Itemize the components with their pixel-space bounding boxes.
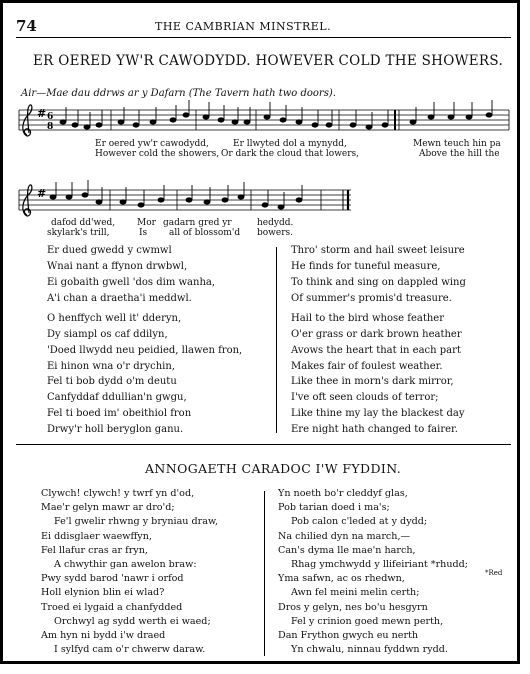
lyric-w2-c: gadarn gred yr [163,218,232,228]
verse-line: Fel llafur cras ar fryn, [41,544,148,556]
welsh-stanza-2 [47,311,242,375]
verse-line: Of summer's promis'd treasure. [291,293,452,304]
lyric-w1-a: Er oered yw'r cawodydd, [95,139,209,149]
verse-line: Yma safwn, ac os rhedwn, [278,573,405,585]
verse-line: Am hyn ni bydd i'w draed [41,630,166,642]
verse-line: Avows the heart that in each part [291,345,461,356]
verse-line: Yn noeth bo'r cleddyf glas, [278,488,408,499]
verse-line: O henffych well it' dderyn, [47,313,182,324]
welsh-stanza-3 [47,374,191,438]
verse-line: Fe'l gwelir rhwng y bryniau draw, [54,516,219,528]
verse-line: Awn fel meini melin certh; [291,587,420,599]
verse-line: Na chilied dyn na march,— [278,530,411,542]
verse-line: Dros y gelyn, nes bo'u hesgyrn [278,601,428,613]
verse-line: 'Doed llwydd neu peidied, llawen fron, [47,345,243,356]
verse-line: A'i chan a draetha'i meddwl. [47,293,192,304]
treble-clef-icon [23,185,32,216]
section-rule [16,444,511,445]
song2-left-column [41,487,218,657]
verse-line: Can's dyma lle mae'n harch, [278,544,416,556]
lyric-e2-a: skylark's trill, [47,228,110,238]
verse-line: To think and sing on dappled wing [291,277,466,288]
verse-line: Like thee in morn's dark mirror, [291,376,454,387]
song1-air: Air—Mae dau ddrws ar y Dafarn (The Tavern hath two doors). [21,88,336,99]
verse-line: Makes fair of foulest weather. [291,361,443,372]
verse-line: Hail to the bird whose feather [291,313,444,324]
verse-line: A chwythir gan awelon braw: [54,559,197,571]
lyric-w2-b: Mor [137,218,156,228]
verse-line: Drwy'r holl beryglon ganu. [47,424,184,435]
lyric-w1-b: Er llwyted dol a mynydd, [233,139,347,149]
music-notation [3,3,523,253]
verse-line: Fel ti bob dydd o'm deutu [47,376,177,387]
key-signature-icon: # [37,187,47,200]
verse-line: Ere night hath changed to fairer. [291,424,458,435]
verse-line: Dan Frython gwych eu nerth [278,630,419,642]
verse-line: Pob tarian doed i ma's; [278,502,390,514]
verse-line: Er dued gwedd y cwmwl [47,245,172,256]
time-signature-icon: 6 [47,112,54,122]
verse-line: Mae'r gelyn mawr ar dro'd; [41,502,175,514]
column-divider [264,491,265,656]
verse-line: Troed ei lygaid a chanfydded [41,601,183,613]
treble-clef-icon [23,105,32,136]
lyric-e2-d: bowers. [257,228,293,238]
page-number: 74 [16,17,37,35]
verse-line: Wnai nant a ffynon drwbwl, [47,261,188,272]
verse-line: Canfyddaf ddullian'n gwgu, [47,392,187,403]
verse-line: Pwy sydd barod 'nawr i orfod [41,573,184,585]
verse-line: Holl elynion blin ei wlad? [41,587,165,599]
welsh-stanza-1 [47,243,215,307]
column-divider [276,247,277,433]
verse-line: Pob calon c'leded at y dydd; [291,516,428,528]
lyric-e1-a: However cold the showers, [95,149,220,159]
verse-line: Ei hinon wna o'r drychin, [47,361,175,372]
lyric-w2-a: dafod dd'wed, [51,218,116,228]
verse-line: Fel y crinion goed mewn perth, [291,615,444,627]
lyric-e2-c: all of blossom'd [169,228,241,238]
english-stanza-2 [291,311,462,375]
lyric-e2-b: Is [139,228,148,238]
verse-line: Yn chwalu, ninnau fyddwn rydd. [291,644,448,656]
verse-line: Dy siampl os caf ddilyn, [47,329,168,340]
verse-line: O'er grass or dark brown heather [291,329,462,340]
verse-line: Thro' storm and hail sweet leisure [291,245,465,256]
footnote: *Red [485,569,503,577]
verse-line: I sylfyd cam o'r chwerw daraw. [54,644,206,656]
verse-line: Orchwyl ag sydd werth ei waed; [54,615,211,627]
key-signature-icon: # [37,107,47,120]
verse-line: Fel ti boed im' obeithiol fron [47,408,192,419]
song1-title: ER OERED YW'R CAWODYDD. HOWEVER COLD THE SHOWERS. [33,53,504,69]
staff-1 [19,110,509,130]
verse-line: Ei gobaith gwell 'dos dim wanha, [47,277,216,288]
verse-line: Clywch! clywch! y twrf yn d'od, [41,488,195,499]
lyric-e1-b: Or dark the cloud that lowers, [221,149,360,159]
english-stanza-1 [291,243,466,307]
verse-line: Like thine my lay the blackest day [291,408,465,419]
verse-line: I've oft seen clouds of terror; [291,392,439,403]
verse-line: Ei ddisglaer waewffyn, [41,530,152,542]
verse-line: He finds for tuneful measure, [291,261,441,272]
svg-text:8: 8 [47,122,54,132]
lyric-w2-d: hedydd. [257,218,294,228]
song2-title: ANNOGAETH CARADOC I'W FYDDIN. [145,461,402,476]
verse-line: Rhag ymchwydd y llifeiriant *rhudd; [291,559,469,571]
lyric-e1-c: Above the hill the [419,149,500,159]
running-title: THE CAMBRIAN MINSTREL. [155,20,332,33]
english-stanza-3 [291,374,465,438]
song2-right-column [278,487,468,657]
lyric-w1-c: Mewn teuch hin pa [413,139,501,149]
